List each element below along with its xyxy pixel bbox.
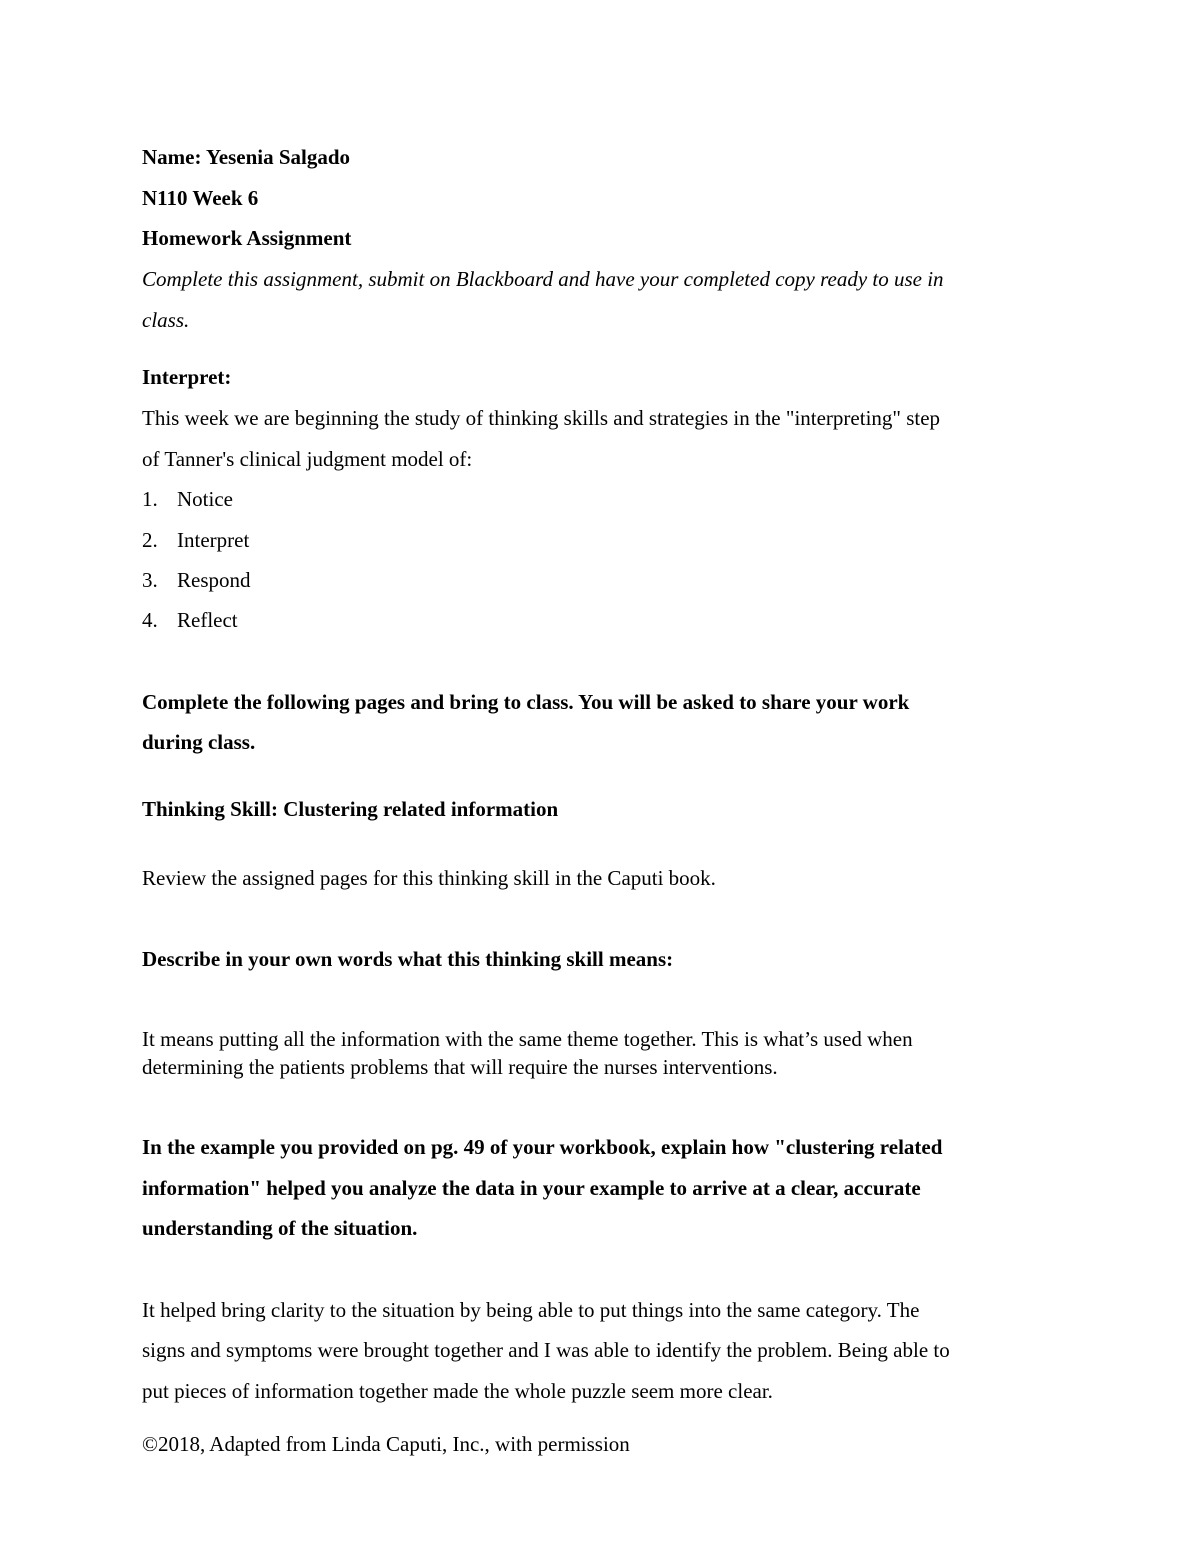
assignment-title: Homework Assignment bbox=[142, 226, 352, 250]
list-item-label: Notice bbox=[177, 487, 233, 511]
course-week: N110 Week 6 bbox=[142, 186, 259, 210]
student-name: Name: Yesenia Salgado bbox=[142, 145, 351, 169]
complete-note-line-1: Complete the following pages and bring to class. You will be asked to share your work bbox=[142, 690, 910, 714]
complete-note-line-2: during class. bbox=[142, 730, 256, 754]
example-prompt-line-3: understanding of the situation. bbox=[142, 1216, 418, 1240]
list-item-label: Interpret bbox=[177, 528, 250, 552]
instructions-line-2: class. bbox=[142, 308, 190, 332]
example-prompt-line-1: In the example you provided on pg. 49 of your workbook, explain how "clustering related bbox=[142, 1135, 943, 1159]
example-answer-line-3: put pieces of information together made the whole puzzle seem more clear. bbox=[142, 1379, 773, 1403]
list-item-number: 1. bbox=[142, 487, 158, 511]
skill-heading: Thinking Skill: Clustering related information bbox=[142, 797, 559, 821]
list-item bbox=[142, 528, 249, 552]
example-answer-line-2: signs and symptoms were brought together and I was able to identify the problem. Being able to bbox=[142, 1338, 950, 1362]
list-item-number: 3. bbox=[142, 568, 158, 592]
list-item-number: 2. bbox=[142, 528, 158, 552]
list-item bbox=[142, 608, 238, 632]
example-answer-line-1: It helped bring clarity to the situation by being able to put things into the same category. The bbox=[142, 1298, 920, 1322]
interpret-intro-line-2: of Tanner's clinical judgment model of: bbox=[142, 447, 473, 471]
list-item bbox=[142, 568, 251, 592]
list-item-number: 4. bbox=[142, 608, 158, 632]
review-instruction: Review the assigned pages for this thinking skill in the Caputi book. bbox=[142, 866, 716, 890]
list-item bbox=[142, 487, 233, 511]
describe-answer-line-2: determining the patients problems that will require the nurses interventions. bbox=[142, 1055, 778, 1079]
list-item-label: Respond bbox=[177, 568, 251, 592]
instructions-line-1: Complete this assignment, submit on Blackboard and have your completed copy ready to use in bbox=[142, 267, 944, 291]
copyright-footer: ©2018, Adapted from Linda Caputi, Inc., with permission bbox=[142, 1432, 630, 1456]
describe-prompt: Describe in your own words what this thinking skill means: bbox=[142, 947, 674, 971]
describe-answer-line-1: It means putting all the information with the same theme together. This is what’s used when bbox=[142, 1027, 913, 1051]
interpret-heading: Interpret: bbox=[142, 365, 232, 389]
example-prompt-line-2: information" helped you analyze the data in your example to arrive at a clear, accurate bbox=[142, 1176, 921, 1200]
interpret-intro-line-1: This week we are beginning the study of thinking skills and strategies in the "interpreting" step bbox=[142, 406, 941, 430]
list-item-label: Reflect bbox=[177, 608, 238, 632]
